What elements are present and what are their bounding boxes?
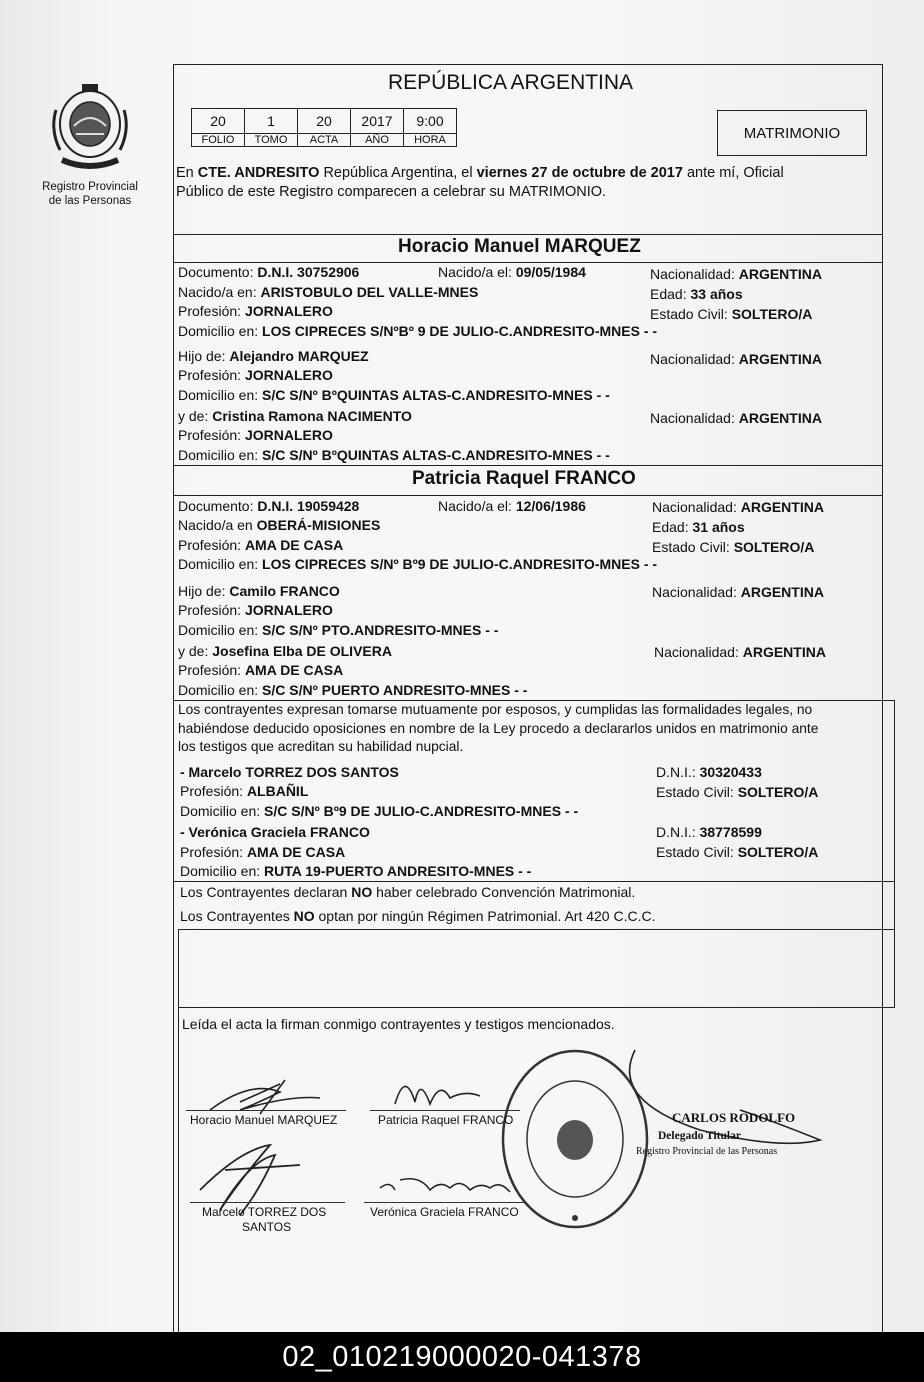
label: Domicilio en: — [180, 863, 265, 879]
divider — [173, 465, 883, 466]
value: Cristina Ramona NACIMENTO — [212, 408, 412, 424]
divider — [173, 262, 883, 263]
label: Edad: — [652, 519, 693, 535]
acta-value: 20 — [298, 109, 351, 134]
spouse1-document — [178, 264, 359, 280]
folio-value: 20 — [192, 109, 245, 134]
intro-date: viernes 27 de octubre de 2017 — [476, 165, 683, 181]
value: ARGENTINA — [742, 644, 826, 660]
spouse1-birth-date — [438, 264, 586, 280]
label: Domicilio en: — [178, 682, 263, 698]
intro-text-b: República Argentina, el — [319, 165, 477, 181]
value: SOLTERO/A — [737, 784, 819, 800]
text: Los Contrayentes declaran — [180, 884, 352, 900]
declaration-line-1: Los contrayentes expresan tomarse mutuamente por esposos, y cumplidas las formalidades legales, no — [178, 702, 813, 717]
spouse1-age — [650, 286, 743, 302]
text: haber celebrado Convención Matrimonial. — [372, 884, 636, 900]
document-type-box: MATRIMONIO — [717, 110, 867, 156]
spouse2-civil-status — [652, 539, 814, 555]
hora-value: 9:00 — [404, 109, 457, 134]
spouse1-father-nationality — [650, 351, 822, 367]
value: SOLTERO/A — [733, 539, 815, 555]
value: Alejandro MARQUEZ — [229, 348, 369, 364]
signature-line — [190, 1202, 345, 1203]
document-title: REPÚBLICA ARGENTINA — [388, 71, 634, 94]
value: ARGENTINA — [738, 266, 822, 282]
divider — [173, 495, 883, 496]
label: Nacido/a el: — [438, 264, 516, 280]
value: ARGENTINA — [738, 410, 822, 426]
witness2-civil-status — [656, 844, 818, 860]
value: ARGENTINA — [738, 351, 822, 367]
value: S/C S/Nº BºQUINTAS ALTAS-C.ANDRESITO-MNES - - — [262, 387, 610, 403]
convention-line-1 — [180, 884, 635, 900]
spouse1-birth-place — [178, 284, 478, 300]
label: Profesión: — [178, 367, 245, 383]
witness2-profession — [180, 844, 345, 860]
spouse1-mother-address — [178, 447, 610, 463]
folio-label: FOLIO — [192, 134, 245, 147]
label: Nacionalidad: — [650, 266, 739, 282]
value: SOLTERO/A — [731, 306, 813, 322]
value: 31 años — [692, 519, 745, 535]
label: Profesión: — [180, 844, 247, 860]
divider — [173, 881, 895, 882]
registry-name-line1: Registro Provincial — [42, 181, 138, 193]
label: D.N.I.: — [656, 764, 700, 780]
hora-label: HORA — [404, 134, 457, 147]
label: Documento: — [178, 264, 258, 280]
label: Nacionalidad: — [652, 584, 741, 600]
intro-line-1 — [176, 165, 784, 181]
spouse2-address — [178, 556, 657, 572]
spouse2-document — [178, 498, 359, 514]
spouse1-father — [178, 348, 369, 364]
label: Profesión: — [178, 602, 245, 618]
witness2-address — [180, 863, 531, 879]
spouse2-father-address — [178, 622, 498, 638]
value: ARGENTINA — [740, 499, 824, 515]
label: Edad: — [650, 286, 691, 302]
official-office: Registro Provincial de las Personas — [636, 1146, 778, 1157]
signature-label-witness1-line1: Marcelo TORREZ DOS — [202, 1205, 327, 1219]
divider-vertical — [178, 929, 179, 1333]
label: Nacido/a el: — [438, 498, 516, 514]
official-name: CARLOS RODOLFO — [672, 1110, 796, 1125]
value: LOS CIPRECES S/Nº Bº9 DE JULIO-C.ANDRESITO-MNES - - — [262, 556, 658, 572]
label: y de: — [178, 643, 213, 659]
text: Los Contrayentes — [180, 908, 294, 924]
signature-label-witness1-line2: SANTOS — [242, 1220, 292, 1234]
divider — [178, 1007, 895, 1008]
text: optan por ningún Régimen Patrimonial. Art 420 C.C.C. — [314, 908, 656, 924]
spouse2-profession — [178, 537, 343, 553]
witness2-name: - Verónica Graciela FRANCO — [180, 824, 370, 840]
registry-name-line2: de las Personas — [48, 195, 132, 207]
label: Estado Civil: — [656, 844, 738, 860]
witness1-dni — [656, 764, 762, 780]
label: Domicilio en: — [178, 622, 263, 638]
witness1-civil-status — [656, 784, 818, 800]
label: Profesión: — [178, 303, 245, 319]
divider — [173, 700, 895, 701]
value: 12/06/1986 — [515, 498, 586, 514]
value: 30320433 — [699, 764, 762, 780]
spouse1-profession — [178, 303, 333, 319]
signature-label-witness2: Verónica Graciela FRANCO — [370, 1205, 519, 1219]
spouse2-nationality — [652, 499, 824, 515]
value: ARGENTINA — [740, 584, 824, 600]
value: OBERÁ-MISIONES — [256, 517, 381, 533]
label: Nacionalidad: — [652, 499, 741, 515]
intro-line-2: Público de este Registro comparecen a celebrar su MATRIMONIO. — [176, 184, 607, 200]
spouse2-father-nationality — [652, 584, 824, 600]
document-barcode-id: 02_010219000020-041378 — [0, 1332, 924, 1382]
label: Domicilio en: — [178, 387, 263, 403]
spouse2-father-profession — [178, 602, 333, 618]
ano-value: 2017 — [351, 109, 404, 134]
value: 38778599 — [699, 824, 762, 840]
label: Estado Civil: — [652, 539, 734, 555]
label: Domicilio en: — [178, 323, 263, 339]
province-emblem — [48, 80, 132, 176]
signature-label-spouse1: Horacio Manuel MARQUEZ — [190, 1113, 338, 1127]
intro-text-a: En — [176, 165, 198, 181]
value: Josefina Elba DE OLIVERA — [212, 643, 392, 659]
label: Nacionalidad: — [650, 410, 739, 426]
label: D.N.I.: — [656, 824, 700, 840]
spouse1-address — [178, 323, 657, 339]
intro-text-c: ante mí, Oficial — [682, 165, 784, 181]
spouse2-mother-nationality — [654, 644, 826, 660]
convention-line-2 — [180, 908, 655, 924]
ano-label: AÑO — [351, 134, 404, 147]
value: D.N.I. 30752906 — [257, 264, 360, 280]
spouse2-age — [652, 519, 745, 535]
value: Camilo FRANCO — [229, 583, 340, 599]
tomo-value: 1 — [245, 109, 298, 134]
spouse2-mother-profession — [178, 662, 343, 678]
label: Nacionalidad: — [650, 351, 739, 367]
spouse1-mother-nationality — [650, 410, 822, 426]
value: SOLTERO/A — [737, 844, 819, 860]
label: Hijo de: — [178, 348, 230, 364]
spouse1-mother — [178, 408, 412, 424]
value: S/C S/Nº PUERTO ANDRESITO-MNES - - — [262, 682, 528, 698]
divider-vertical — [894, 700, 895, 1008]
label: Domicilio en: — [178, 556, 263, 572]
label: Estado Civil: — [656, 784, 738, 800]
label: Profesión: — [178, 662, 245, 678]
value: LOS CIPRECES S/NºBº 9 DE JULIO-C.ANDRESITO-MNES - - — [262, 323, 658, 339]
spouse2-mother — [178, 643, 392, 659]
text-bold: NO — [351, 884, 373, 900]
intro-place: CTE. ANDRESITO — [197, 165, 320, 181]
value: S/C S/Nº PTO.ANDRESITO-MNES - - — [262, 622, 499, 638]
spouse2-name: Patricia Raquel FRANCO — [412, 468, 636, 489]
spouse1-name: Horacio Manuel MARQUEZ — [398, 236, 641, 257]
label: Nacido/a en: — [178, 284, 261, 300]
label: Domicilio en: — [178, 447, 263, 463]
value: S/C S/Nº BºQUINTAS ALTAS-C.ANDRESITO-MNES - - — [262, 447, 610, 463]
spouse1-civil-status — [650, 306, 812, 322]
witness1-name: - Marcelo TORREZ DOS SANTOS — [180, 764, 399, 780]
signature-line — [370, 1110, 520, 1111]
value: JORNALERO — [244, 303, 333, 319]
official-title: Delegado Titular — [658, 1130, 741, 1142]
value: JORNALERO — [244, 427, 333, 443]
label: Estado Civil: — [650, 306, 732, 322]
signature-line — [364, 1202, 524, 1203]
acta-label: ACTA — [298, 134, 351, 147]
spouse1-father-address — [178, 387, 610, 403]
label: y de: — [178, 408, 213, 424]
spouse1-father-profession — [178, 367, 333, 383]
record-info-table — [191, 108, 457, 147]
label: Hijo de: — [178, 583, 230, 599]
spouse1-nationality — [650, 266, 822, 282]
label: Profesión: — [178, 537, 245, 553]
closing-statement: Leída el acta la firman conmigo contrayentes y testigos mencionados. — [182, 1016, 615, 1032]
signature-label-spouse2: Patricia Raquel FRANCO — [378, 1113, 514, 1127]
label: Documento: — [178, 498, 258, 514]
spouse2-birth-date — [438, 498, 586, 514]
label: Profesión: — [178, 427, 245, 443]
spouse1-mother-profession — [178, 427, 333, 443]
witness2-dni — [656, 824, 762, 840]
divider — [173, 234, 883, 235]
tomo-label: TOMO — [245, 134, 298, 147]
spouse2-father — [178, 583, 340, 599]
value: JORNALERO — [244, 602, 333, 618]
value: RUTA 19-PUERTO ANDRESITO-MNES - - — [264, 863, 532, 879]
witness1-address — [180, 803, 578, 819]
value: ALBAÑIL — [246, 783, 309, 799]
value: 09/05/1984 — [515, 264, 586, 280]
label: Nacionalidad: — [654, 644, 743, 660]
value: 33 años — [690, 286, 743, 302]
text-bold: NO — [293, 908, 315, 924]
label: Domicilio en: — [180, 803, 265, 819]
declaration-line-3: los testigos que acreditan su habilidad nupcial. — [178, 739, 464, 754]
value: AMA DE CASA — [244, 662, 344, 678]
divider — [178, 929, 895, 930]
value: JORNALERO — [244, 367, 333, 383]
signature-line — [186, 1110, 346, 1111]
spouse2-mother-address — [178, 682, 527, 698]
label: Profesión: — [180, 783, 247, 799]
value: D.N.I. 19059428 — [257, 498, 360, 514]
spouse2-birth-place — [178, 517, 380, 533]
declaration-line-2: habiéndose deducido oposiciones en nombre de la Ley procedo a declararlos unidos en matrimonio ante — [178, 721, 819, 736]
value: ARISTOBULO DEL VALLE-MNES — [260, 284, 479, 300]
value: S/C S/Nº Bº9 DE JULIO-C.ANDRESITO-MNES - - — [264, 803, 579, 819]
value: AMA DE CASA — [244, 537, 344, 553]
value: AMA DE CASA — [246, 844, 346, 860]
label: Nacido/a en — [178, 517, 257, 533]
witness1-profession — [180, 783, 308, 799]
